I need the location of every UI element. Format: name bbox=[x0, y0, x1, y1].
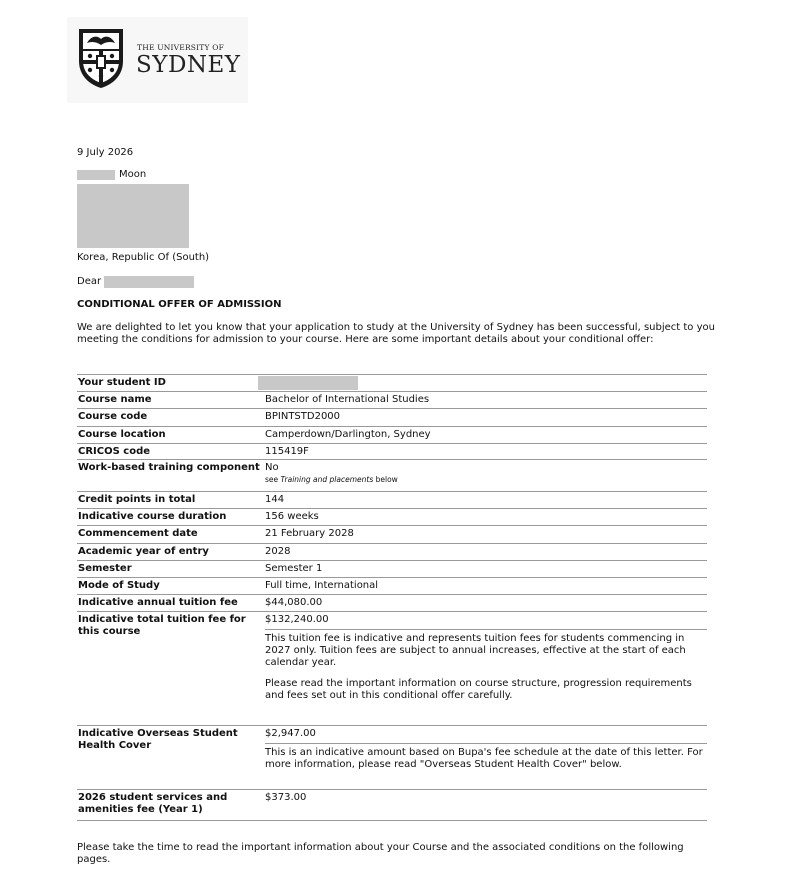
oshc-note: This is an indicative amount based on Bupa's fee schedule at the date of this letter. For more information, please read "Overseas Student Health Cover" below. bbox=[265, 743, 707, 771]
row-value bbox=[264, 612, 707, 725]
table-row-total-fee bbox=[77, 611, 707, 725]
recipient-country: Korea, Republic Of (South) bbox=[77, 252, 210, 263]
intro-paragraph: We are delighted to let you know that your application to study at the University of Sydney has been successful, subject to you meeting the conditions for admission to your course. Here are some important details about your conditional offer: bbox=[77, 322, 715, 345]
table-row-academic-year bbox=[77, 543, 707, 560]
row-value: Semester 1 bbox=[265, 563, 323, 574]
row-value bbox=[264, 460, 707, 491]
letter-date: 9 July 2026 bbox=[77, 147, 134, 158]
work-training-value: No bbox=[265, 462, 279, 473]
recipient-surname: Moon bbox=[119, 169, 147, 180]
row-value: 21 February 2028 bbox=[265, 528, 354, 539]
table-row-course-location bbox=[77, 426, 707, 443]
table-row-commencement bbox=[77, 525, 707, 543]
row-value: Full time, International bbox=[265, 580, 379, 591]
total-fee-note-2: Please read the important information on course structure, progression requirements and fees set out in this conditional offer carefully. bbox=[265, 678, 692, 701]
university-crest-icon bbox=[77, 27, 125, 89]
row-value: $373.00 bbox=[265, 792, 307, 803]
oshc-value: $2,947.00 bbox=[265, 728, 316, 739]
table-row-semester bbox=[77, 560, 707, 577]
row-label: CRICOS code bbox=[78, 446, 151, 457]
row-label: Indicative total tuition fee for this course bbox=[78, 614, 246, 637]
total-fee-note-1: This tuition fee is indicative and represents tuition fees for students commencing in 2027 only. Tuition fees are subject to annual increases, effective at the start of each calendar year. bbox=[265, 629, 707, 669]
row-value: 2028 bbox=[265, 546, 291, 557]
row-label: Course code bbox=[78, 411, 148, 422]
work-training-note: see Training and placements below bbox=[265, 475, 398, 484]
logo-line1: THE UNIVERSITY OF bbox=[137, 43, 224, 52]
redacted-address bbox=[77, 184, 189, 248]
row-value bbox=[264, 726, 707, 789]
table-row-duration bbox=[77, 508, 707, 525]
row-value: 156 weeks bbox=[265, 511, 319, 522]
row-label: Indicative course duration bbox=[78, 511, 227, 522]
row-label: Credit points in total bbox=[78, 494, 196, 505]
salutation: Dear bbox=[77, 276, 102, 287]
table-row-amenities bbox=[77, 789, 707, 821]
row-value: $44,080.00 bbox=[265, 597, 323, 608]
total-fee-value: $132,240.00 bbox=[265, 614, 329, 625]
table-row-oshc bbox=[77, 725, 707, 789]
row-value: 115419F bbox=[265, 446, 309, 457]
logo-line2: SYDNEY bbox=[136, 52, 241, 78]
university-logo bbox=[67, 17, 248, 103]
row-label: Semester bbox=[78, 563, 132, 574]
row-label: Work-based training component bbox=[78, 462, 260, 473]
row-value: Bachelor of International Studies bbox=[265, 394, 430, 405]
redacted-first-name bbox=[77, 170, 115, 180]
table-row-course-code bbox=[77, 408, 707, 426]
row-label: Commencement date bbox=[78, 528, 198, 539]
row-value: BPINTSTD2000 bbox=[265, 411, 341, 422]
closing-paragraph: Please take the time to read the important information about your Course and the associated conditions on the following pages. bbox=[77, 842, 684, 865]
table-row-cricos bbox=[77, 443, 707, 459]
table-row-course-name bbox=[77, 391, 707, 408]
redacted-student-id bbox=[258, 376, 358, 390]
offer-heading: CONDITIONAL OFFER OF ADMISSION bbox=[77, 299, 282, 310]
row-label: Your student ID bbox=[78, 377, 166, 388]
redacted-name bbox=[104, 276, 194, 288]
offer-details-table bbox=[77, 374, 707, 821]
row-label: Indicative annual tuition fee bbox=[78, 597, 238, 608]
row-value: Camperdown/Darlington, Sydney bbox=[265, 429, 431, 440]
row-label: Academic year of entry bbox=[78, 546, 209, 557]
table-row-credit-points bbox=[77, 491, 707, 508]
row-label: Indicative Overseas Student Health Cover bbox=[78, 728, 238, 751]
table-row-annual-fee bbox=[77, 594, 707, 611]
row-label: Course location bbox=[78, 429, 166, 440]
row-value bbox=[264, 375, 707, 391]
row-value: 144 bbox=[265, 494, 285, 505]
table-row-student-id bbox=[77, 374, 707, 391]
row-label: 2026 student services and amenities fee (Year 1) bbox=[78, 792, 228, 815]
table-row-work-training bbox=[77, 459, 707, 491]
table-row-mode bbox=[77, 577, 707, 594]
row-label: Course name bbox=[78, 394, 152, 405]
row-label: Mode of Study bbox=[78, 580, 160, 591]
